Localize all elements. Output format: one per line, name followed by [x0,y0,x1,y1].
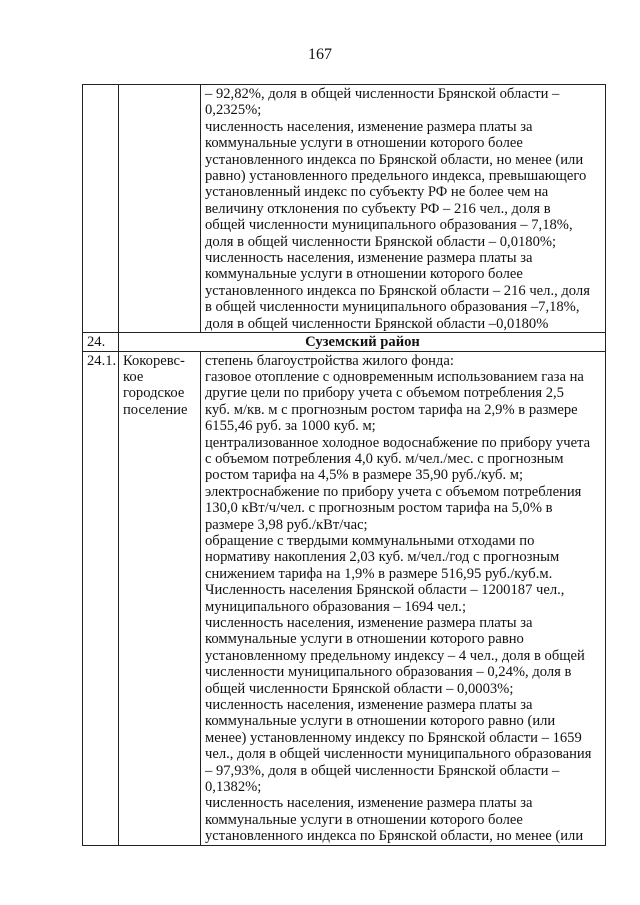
text-line: 6155,46 руб. за 1000 куб. м; [205,418,376,435]
text-line: Численность населения Брянской области – 1200187 чел., [205,582,565,599]
text-line: менее) установленному индексу по Брянской области – 1659 [205,729,582,746]
text-line: численность населения, изменение размера платы за [205,697,533,714]
text-line: численность населения, изменение размера платы за [205,250,533,267]
document-table [82,84,606,846]
text-line: – 92,82%, доля в общей численности Брянской области – [205,86,560,102]
text-line: муниципального образования – 1694 чел.; [205,598,467,615]
district-number: 24. [83,333,119,351]
text-line: размере 3,98 руб./кВт/час; [205,516,368,533]
text-line: газовое отопление с одновременным использованием газа на [205,368,584,385]
entry-name-line: городское [123,385,185,402]
entry-name-line: поселение [123,401,188,418]
entry-name-line: кое [123,368,144,385]
page-number: 167 [308,46,332,63]
table-row-district [83,333,606,351]
text-line: численность населения, изменение размера платы за [205,118,533,135]
table-row-entry [83,351,606,845]
text-line: установленного индекса по Брянской области, но менее (или [205,151,584,168]
text-line: в общей численности муниципального образования –7,18%, [205,299,580,316]
text-line: коммунальные услуги в отношении которого равно [205,631,524,648]
cell-number-empty [83,85,119,333]
text-line: коммунальные услуги в отношении которого равно (или [205,713,556,730]
entry-name [119,351,201,845]
entry-number: 24.1. [83,351,119,845]
text-line: численность населения, изменение размера платы за [205,795,533,812]
text-line: равно) установленного предельного индекса, превышающего [205,168,587,185]
text-line: установленного индекса по Брянской области, но менее (или [205,828,584,845]
text-line: установленного индекса по Брянской области – 216 чел., доля [205,282,590,299]
district-title: Суземский район [119,333,606,351]
table-row-continuation [83,85,606,333]
text-line: установленному предельному индексу – 4 чел., доля в общей [205,647,585,664]
text-line: 0,1382%; [205,779,262,796]
text-line: чел., доля в общей численности муниципального образования [205,746,592,763]
text-line: нормативу накопления 2,03 куб. м/чел./год с прогнозным [205,549,560,566]
text-line: доля в общей численности Брянской области – 0,0180%; [205,233,557,250]
text-line: коммунальные услуги в отношении которого более [205,266,523,283]
text-line: с объемом потребления 4,0 куб. м/чел./мес. с прогнозным [205,450,564,467]
text-line: 0,2325%; [205,102,262,119]
text-line: обращение с твердыми коммунальными отходами по [205,532,535,549]
text-line: централизованное холодное водоснабжение по прибору учета [205,434,591,451]
text-line: ростом тарифа на 4,5% в размере 35,90 руб./куб. м; [205,467,524,484]
entry-name-line: Кокоревс- [123,352,185,369]
text-line: коммунальные услуги в отношении которого более [205,135,523,152]
text-line: электроснабжение по прибору учета с объемом потребления [205,483,582,500]
text-line: величину отклонения по субъекту РФ – 216 чел., доля в [205,200,551,217]
text-line: коммунальные услуги в отношении которого более [205,811,523,828]
cell-name-empty [119,85,201,333]
text-line: доля в общей численности Брянской области –0,0180% [205,315,549,332]
text-line: общей численности Брянской области – 0,0003%; [205,680,514,697]
text-line: 130,0 кВт/ч/чел. с прогнозным ростом тарифа на 5,0% в [205,500,553,517]
text-line: – 97,93%, доля в общей численности Брянской области – [205,762,560,779]
cell-continuation-text [201,85,606,333]
text-line: куб. м/кв. м с прогнозным ростом тарифа на 2,9% в размере [205,401,578,418]
text-line: численности муниципального образования – 0,24%, доля в [205,664,572,681]
text-line: численность населения, изменение размера платы за [205,615,533,631]
text-line: другие цели по прибору учета с объемом потребления 2,5 [205,385,564,402]
text-line: общей численности муниципального образования – 7,18%, [205,217,573,234]
entry-description [201,351,606,845]
text-line: степень благоустройства жилого фонда: [205,352,454,369]
text-line: установленный индекс по субъекту РФ не более чем на [205,184,549,201]
text-line: снижением тарифа на 1,9% в размере 516,95 руб./куб.м. [205,565,553,582]
